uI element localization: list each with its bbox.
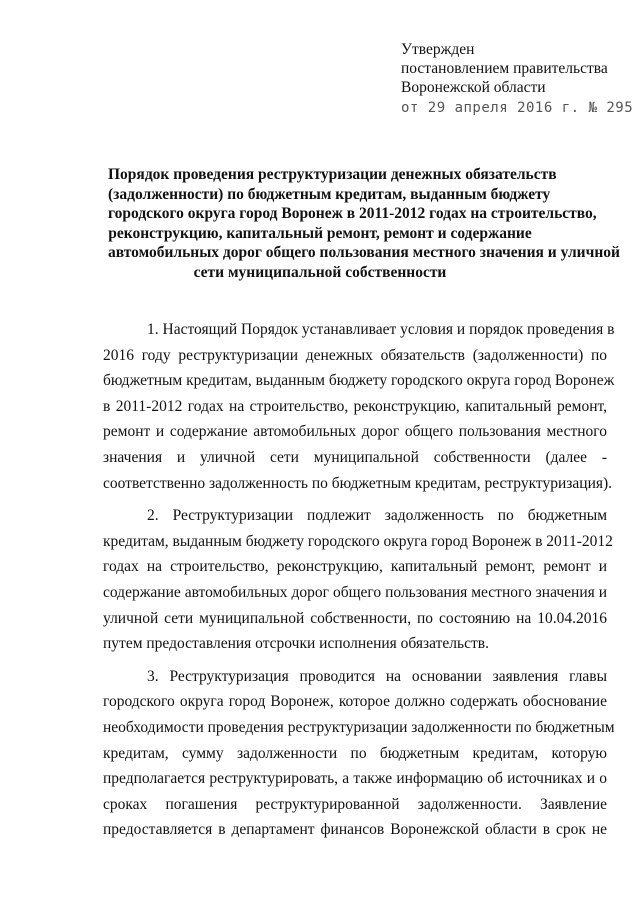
approval-block xyxy=(401,40,634,118)
approval-line-resolution: постановлением правительства xyxy=(401,60,608,77)
text-line: кредитам, сумму задолженности по бюджетным кредитам, которую xyxy=(103,744,607,762)
text-line: предоставляется в департамент финансов Воронежской области в срок не xyxy=(103,821,607,839)
text-line: уличной сети муниципальной собственности, по состоянию на 10.04.2016 xyxy=(103,609,607,627)
text-line: ремонт и содержание автомобильных дорог общего пользования местного xyxy=(103,423,607,441)
text-line: 2016 году реструктуризации денежных обязательств (задолженности) по xyxy=(103,346,607,364)
text-line: городского округа город Воронеж, которое должно содержать обоснование xyxy=(103,693,607,711)
paragraph-3 xyxy=(103,664,615,843)
text-line: предполагается реструктурировать, а также информацию об источниках и о xyxy=(103,770,607,788)
approval-date-stamp: от 29 апреля 2016 г. № 295 xyxy=(401,100,634,116)
approval-line-region: Воронежской области xyxy=(401,79,546,96)
paragraph-2 xyxy=(103,503,613,657)
title-line: автомобильных дорог общего пользования местного значения и уличной xyxy=(108,244,620,261)
text-line: 3. Реструктуризация проводится на основании заявления главы xyxy=(147,667,607,685)
text-line: 1. Настоящий Порядок устанавливает условия и порядок проведения в xyxy=(147,321,615,338)
text-line: сроках погашения реструктурированной задолженности. Заявление xyxy=(103,795,607,813)
text-line: путем предоставления отсрочки исполнения обязательств. xyxy=(103,635,489,653)
paragraph-1 xyxy=(103,317,615,496)
title-line: городского округа город Воронеж в 2011-2012 годах на строительство, xyxy=(108,205,597,222)
text-line: значения и уличной сети муниципальной собственности (далее - xyxy=(103,448,607,466)
document-body xyxy=(103,317,615,843)
text-line: кредитам, выданным бюджету городского округа город Воронеж в 2011-2012 xyxy=(103,532,613,550)
title-line: реконструкцию, капитальный ремонт, ремонт и содержание xyxy=(108,224,532,242)
text-line: необходимости проведения реструктуризации задолженности по бюджетным xyxy=(103,718,615,736)
text-line: годах на строительство, реконструкцию, капитальный ремонт, ремонт и xyxy=(103,558,607,576)
text-line: содержание автомобильных дорог общего пользования местного значения и xyxy=(103,583,607,601)
approval-line-approved: Утвержден xyxy=(401,41,475,58)
text-line: соответственно задолженность по бюджетным кредитам, реструктуризация). xyxy=(103,474,613,492)
text-line: бюджетным кредитам, выданным бюджету городского округа город Воронеж xyxy=(103,372,615,390)
title-line: сети муниципальной собственности xyxy=(193,263,447,281)
text-line: в 2011-2012 годах на строительство, реконструкцию, капитальный ремонт, xyxy=(103,397,607,415)
title-line: Порядок проведения реструктуризации денежных обязательств xyxy=(108,166,557,183)
title-line: (задолженности) по бюджетным кредитам, выданным бюджету xyxy=(108,185,551,203)
text-line: 2. Реструктуризации подлежит задолженность по бюджетным xyxy=(147,507,607,525)
document-title xyxy=(108,165,620,282)
